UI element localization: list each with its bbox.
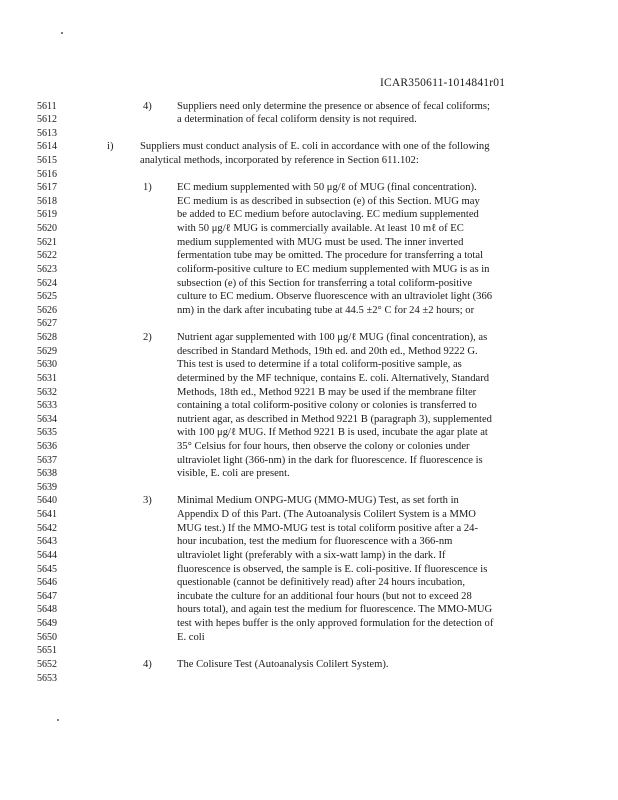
line-text: with 50 μg/ℓ MUG is commercially available. At least 10 mℓ of EC <box>177 223 464 235</box>
line-number: 5636 <box>37 441 57 452</box>
line-number: 5624 <box>37 277 57 289</box>
line-5648 <box>0 604 618 616</box>
item-marker: 2) <box>143 332 152 344</box>
line-number: 5648 <box>37 604 57 616</box>
line-text: medium supplemented with MUG must be used. The inner inverted <box>177 236 464 248</box>
line-5636 <box>0 441 618 453</box>
line-number: 5642 <box>37 522 57 534</box>
line-number: 5633 <box>37 400 57 412</box>
line-text: subsection (e) of this Section for transferring a total coliform-positive <box>177 277 473 289</box>
line-5614 <box>0 141 618 153</box>
line-5631 <box>0 373 618 385</box>
line-number: 5614 <box>37 141 57 153</box>
line-5640 <box>0 495 618 507</box>
document-code: ICAR350611-1014841r01 <box>380 77 506 89</box>
line-5647 <box>0 591 618 603</box>
line-number: 5652 <box>37 658 57 670</box>
line-5622 <box>0 250 618 262</box>
line-5612 <box>0 114 618 126</box>
line-text: with 100 μg/ℓ MUG. If Method 9221 B is used, incubate the agar plate at <box>177 427 488 439</box>
line-text: nutrient agar, as described in Method 9221 B (paragraph 3), supplemented <box>177 413 492 425</box>
line-5624 <box>0 278 618 290</box>
line-number: 5618 <box>37 195 57 207</box>
line-5637 <box>0 455 618 467</box>
line-5639 <box>0 482 618 494</box>
line-text: ultraviolet light (366-nm) in the dark for fluorescence. If fluorescence is <box>177 454 483 466</box>
item-marker: 1) <box>143 182 152 194</box>
line-text: EC medium supplemented with 50 μg/ℓ of MUG (final concentration). <box>177 182 477 194</box>
line-5619 <box>0 209 618 221</box>
line-text: nm) in the dark after incubating tube at 44.5 ±2° C for 24 ±2 hours; or <box>177 304 475 316</box>
line-5649 <box>0 618 618 630</box>
line-number: 5650 <box>37 631 57 643</box>
line-text: fermentation tube may be omitted. The procedure for transferring a total <box>177 250 484 262</box>
line-5623 <box>0 264 618 276</box>
line-text: be added to EC medium before autoclaving. EC medium supplemented <box>177 209 479 221</box>
line-number: 5632 <box>37 386 57 398</box>
line-5625 <box>0 291 618 303</box>
line-text: E. coli <box>177 631 205 643</box>
line-number: 5616 <box>37 168 57 180</box>
line-5611 <box>0 101 618 113</box>
line-5642 <box>0 523 618 535</box>
line-text: test with hepes buffer is the only approved formulation for the detection of <box>177 618 494 630</box>
line-text: containing a total coliform-positive colony or colonies is transferred to <box>177 400 477 412</box>
line-5650 <box>0 632 618 644</box>
line-5644 <box>0 550 618 562</box>
line-5634 <box>0 414 618 426</box>
line-text: visible, E. coli are present. <box>177 468 290 480</box>
item-marker: 4) <box>143 658 152 670</box>
line-text: incubate the culture for an additional four hours (but not to exceed 28 <box>177 590 472 602</box>
line-number: 5646 <box>37 577 57 589</box>
line-number: 5644 <box>37 549 57 561</box>
line-number: 5622 <box>37 250 57 262</box>
line-number: 5640 <box>37 495 57 507</box>
line-5628 <box>0 332 618 344</box>
line-text: determined by the MF technique, contains E. coli. Alternatively, Standard <box>177 372 490 384</box>
line-text: hour incubation, test the medium for fluorescence with a 366-nm <box>177 536 453 548</box>
line-number: 5628 <box>37 332 57 344</box>
line-number: 5617 <box>37 182 57 194</box>
line-number: 5625 <box>37 291 57 303</box>
line-number: 5649 <box>37 618 57 630</box>
line-number: 5631 <box>37 372 57 384</box>
item-marker: i) <box>107 141 114 153</box>
line-number: 5643 <box>37 536 57 548</box>
line-number: 5639 <box>37 481 57 493</box>
line-5618 <box>0 196 618 208</box>
line-5617 <box>0 182 618 194</box>
line-number: 5641 <box>37 509 57 521</box>
line-number: 5613 <box>37 127 57 139</box>
item-marker: 4) <box>143 100 152 112</box>
line-number: 5619 <box>37 209 57 221</box>
line-text: coliform-positive culture to EC medium supplemented with MUG is as in <box>177 263 490 275</box>
line-text: This test is used to determine if a total coliform-positive sample, as <box>177 359 462 371</box>
line-text: Methods, 18th ed., Method 9221 B may be used if the membrane filter <box>177 386 477 398</box>
line-text: culture to EC medium. Observe fluorescence with an ultraviolet light (366 <box>177 291 493 303</box>
line-text: Appendix D of this Part. (The Autoanalysis Colilert System is a MMO <box>177 509 476 521</box>
line-number: 5623 <box>37 263 57 275</box>
item-marker: 3) <box>143 495 152 507</box>
line-text: ultraviolet light (preferably with a six-watt lamp) in the dark. If <box>177 549 446 561</box>
line-text: Minimal Medium ONPG-MUG (MMO-MUG) Test, as set forth in <box>177 495 459 507</box>
scan-speck <box>61 32 63 34</box>
line-number: 5634 <box>37 413 57 425</box>
line-number: 5637 <box>37 454 57 466</box>
line-number: 5626 <box>37 304 57 316</box>
line-5632 <box>0 387 618 399</box>
line-text: The Colisure Test (Autoanalysis Colilert System). <box>177 658 389 670</box>
line-5635 <box>0 427 618 439</box>
line-text: analytical methods, incorporated by reference in Section 611.102: <box>140 154 419 166</box>
line-number: 5630 <box>37 359 57 371</box>
line-5620 <box>0 223 618 235</box>
line-text: fluorescence is observed, the sample is E. coli-positive. If fluorescence is <box>177 563 488 575</box>
line-number: 5645 <box>37 563 57 575</box>
line-text: Nutrient agar supplemented with 100 μg/ℓ MUG (final concentration), as <box>177 332 488 344</box>
line-5638 <box>0 468 618 480</box>
line-text: Suppliers must conduct analysis of E. coli in accordance with one of the following <box>140 141 490 153</box>
line-number: 5651 <box>37 645 57 657</box>
line-number: 5638 <box>37 468 57 480</box>
line-5643 <box>0 536 618 548</box>
line-5629 <box>0 346 618 358</box>
line-number: 5621 <box>37 236 57 248</box>
line-5613 <box>0 128 618 140</box>
line-5627 <box>0 318 618 330</box>
line-5633 <box>0 400 618 412</box>
line-text: Suppliers need only determine the presence or absence of fecal coliforms; <box>177 100 490 112</box>
line-text: MUG test.) If the MMO-MUG test is total coliform positive after a 24- <box>177 522 478 534</box>
line-text: 35° Celsius for four hours, then observe the colony or colonies under <box>177 441 470 452</box>
line-5615 <box>0 155 618 167</box>
line-number: 5629 <box>37 345 57 357</box>
line-number: 5647 <box>37 590 57 602</box>
line-number: 5653 <box>37 672 57 684</box>
line-number: 5635 <box>37 427 57 439</box>
line-5621 <box>0 237 618 249</box>
line-text: a determination of fecal coliform density is not required. <box>177 114 417 126</box>
line-5641 <box>0 509 618 521</box>
line-5653 <box>0 673 618 685</box>
line-number: 5615 <box>37 154 57 166</box>
line-text: questionable (cannot be definitively read) after 24 hours incubation, <box>177 577 465 589</box>
line-number: 5612 <box>37 114 57 126</box>
line-number: 5620 <box>37 223 57 235</box>
scan-speck <box>57 719 59 721</box>
line-number: 5627 <box>37 318 57 330</box>
line-5626 <box>0 305 618 317</box>
line-text: hours total), and again test the medium for fluorescence. The MMO-MUG <box>177 604 493 616</box>
line-number: 5611 <box>37 100 57 112</box>
line-5652 <box>0 659 618 671</box>
line-text: EC medium is as described in subsection (e) of this Section. MUG may <box>177 195 480 207</box>
line-5645 <box>0 564 618 576</box>
line-text: described in Standard Methods, 19th ed. and 20th ed., Method 9222 G. <box>177 345 478 357</box>
line-5630 <box>0 359 618 371</box>
line-5651 <box>0 645 618 657</box>
line-5646 <box>0 577 618 589</box>
line-5616 <box>0 169 618 181</box>
